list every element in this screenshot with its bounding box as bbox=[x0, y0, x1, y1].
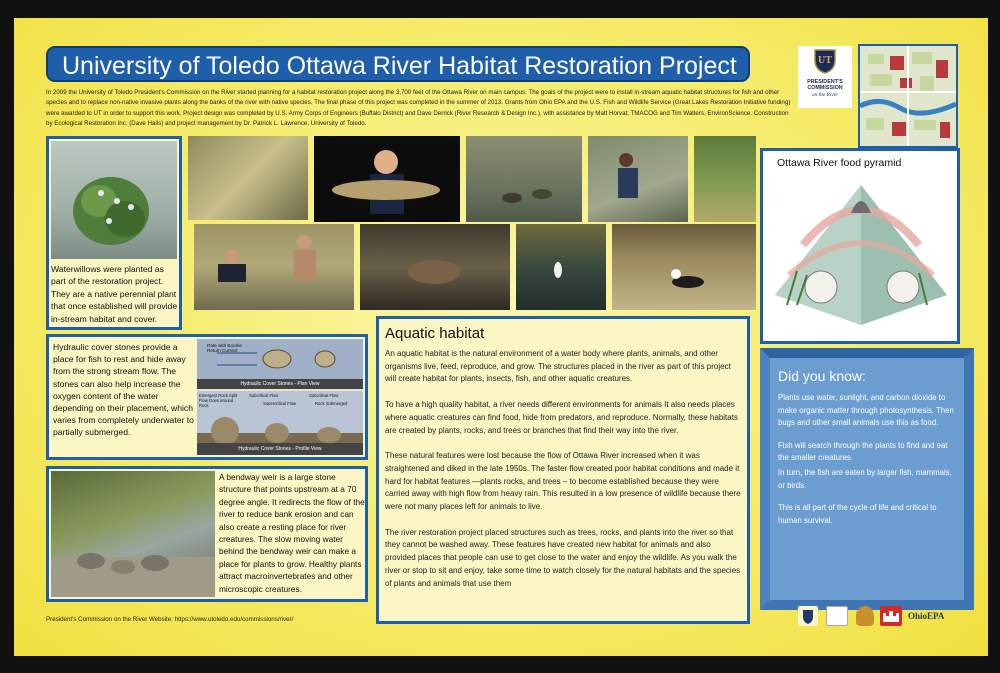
sponsor-logo-fws bbox=[826, 606, 848, 626]
presidents-commission-logo bbox=[798, 46, 852, 108]
egret-graphic bbox=[516, 224, 606, 310]
duck-graphic bbox=[466, 136, 582, 222]
logo-line-1: PRESIDENT'S bbox=[807, 79, 843, 85]
waterwillow-photo bbox=[51, 141, 177, 259]
waterwillow-panel bbox=[46, 136, 182, 330]
plan-label-top: Rate with Bourke Return Current bbox=[207, 343, 242, 353]
castle-icon bbox=[880, 606, 902, 626]
food-pyramid-panel bbox=[760, 148, 960, 344]
bendway-caption: A bendway weir is a large stone structure that points upstream at a 70 degree angle. It redirects the flow of the river to reduce bank erosion and can also create a resting place for river creatures. The slow moving water behind the bendway weir can make a place for plants to grow. Healthy plants attract macroinvertebrates and other microscopic creatures. bbox=[219, 472, 365, 594]
food-pyramid-graphic bbox=[767, 175, 955, 339]
bendway-weir-photo bbox=[51, 471, 215, 597]
hydraulic-stones-diagram bbox=[197, 339, 363, 455]
photo-student-with-fish bbox=[314, 136, 460, 222]
hydraulic-caption: Hydraulic cover stones provide a place for fish to rest and hide away from the strong stream flow. The stones can also help increase the oxygen content of the water depending on their placement, which varies from completely underwater to partially submerged. bbox=[53, 342, 194, 438]
aquatic-paragraph-1: An aquatic habitat is the natural environment of a water body where plants, animals, and other organisms live, feed, reproduce, and grow. The structures placed in the river as part of this project will create habitat for plants, insects, fish, and other aquatic creatures. bbox=[385, 349, 731, 384]
photo-student-crouching bbox=[588, 136, 688, 222]
sponsor-logo-usace-castle bbox=[880, 606, 902, 626]
did-you-know-panel bbox=[760, 348, 974, 610]
aquatic-heading: Aquatic habitat bbox=[385, 325, 485, 342]
food-pyramid-title: Ottawa River food pyramid bbox=[777, 157, 902, 169]
photo-riverbank bbox=[188, 136, 308, 220]
aquatic-paragraph-4: The river restoration project placed structures such as trees, rocks, and plants into the river so that they cannot be washed away. These features have created new habitat for animals and also provided places that people can use to get close to the water and enjoy the wildlife. As you walk the river or stop to sit and enjoy, take some time to watch closely for the natural habitats and the species of plants and animals that use them bbox=[385, 527, 741, 588]
aquatic-habitat-panel bbox=[376, 316, 750, 624]
sponsor-logo-army-corps-shield bbox=[798, 606, 818, 626]
poster bbox=[14, 18, 988, 656]
did-you-know-paragraph-1: Plants use water, sunlight, and carbon dioxide to make organic matter through photosynthesis. Then bugs and other small animals use this as food. bbox=[778, 393, 954, 428]
weir-graphic bbox=[51, 471, 215, 597]
profile-label-4: Subcritical Flow bbox=[309, 393, 339, 398]
plan-view-title: Hydraulic Cover Stones - Plan View bbox=[197, 379, 363, 389]
profile-label-1: Emergent Rock Split Flow Goes around Rock bbox=[199, 393, 238, 408]
hydraulic-stones-panel bbox=[46, 334, 368, 460]
person-graphic bbox=[588, 136, 688, 222]
profile-view-title: Hydraulic Cover Stones - Profile View bbox=[197, 443, 363, 455]
logo-line-3: on the River bbox=[811, 91, 839, 98]
photo-ducks bbox=[466, 136, 582, 222]
logo-initials: UT bbox=[818, 55, 832, 66]
photo-planting-crew bbox=[194, 224, 354, 310]
intro-text: In 2009 the University of Toledo President's Commission on the River started planning for a habitat restoration project along the 3,700 feet of the Ottawa River on main campus. The goals of the project were to install in-stream aquatic habitat structures for fish and other species and to replace non-native invasive plants along the banks of the river with native species. The final phase of this project was completed in the summer of 2013. Grants from Ohio EPA and the U.S. Fish and Wildlife Service (Great Lakes Restoration Initiative funding) were awarded to UT in order to support this work. Project design was completed by U.S. Army Corps of Engineers (Buffalo District) and Dave Derrick (River Research & Design Inc.), with assistance by Matt Horvat, TMACOG and Tim Walters, EnvironScience. Construction by Ecological Restoration Inc. (Dave Hails) and project management by Dr. Patrick L. Lawrence, University of Toledo. bbox=[46, 89, 791, 128]
waterwillow-caption: Waterwillows were planted as part of the restoration project. They are a native perennial plant that once established will provide in-stream habitat and cover. bbox=[51, 264, 178, 324]
plan-view-stones bbox=[197, 339, 363, 381]
bendway-weir-panel bbox=[46, 466, 368, 602]
campus-map bbox=[858, 44, 958, 148]
plant-graphic bbox=[51, 141, 177, 259]
profile-view-stones bbox=[197, 391, 363, 443]
crew-graphic bbox=[194, 224, 354, 310]
muskrat-graphic bbox=[360, 224, 510, 310]
did-you-know-heading: Did you know: bbox=[778, 368, 866, 384]
did-you-know-paragraph-3: In turn, the fish are eaten by larger fish, mammals, or birds. bbox=[778, 467, 952, 490]
shield-icon bbox=[798, 606, 818, 626]
profile-label-2: Subcritical Flow bbox=[249, 393, 279, 398]
campus-map-graphic bbox=[860, 46, 956, 146]
did-you-know-paragraph-2: Fish will search through the plants to find and eat the smaller creatures. bbox=[778, 440, 948, 463]
sponsor-logo-ohio-epa: OhioEPA bbox=[908, 611, 945, 621]
fish-graphic bbox=[314, 136, 460, 222]
profile-label-5: Rock Submerged bbox=[315, 401, 348, 406]
photo-egret bbox=[516, 224, 606, 310]
merganser-graphic bbox=[612, 224, 756, 310]
photo-merganser bbox=[612, 224, 756, 310]
website-link[interactable]: President's Commission on the River Website: https://www.utoledo.edu/commissions/river/ bbox=[46, 616, 294, 623]
photo-vegetation bbox=[694, 136, 756, 222]
photo-muskrat bbox=[360, 224, 510, 310]
did-you-know-paragraph-4: This is all part of the cycle of life and critical to human survival. bbox=[778, 503, 937, 525]
aquatic-paragraph-3: These natural features were lost because the flow of Ottawa River increased when it was straightened and diked in the late 1950s. The faster flow created poor habitat conditions and made it hard for habitat features —plants rocks, and trees – to become established because they were carried away with high flow from heavy rain. This resulted in a low presence of wildlife because there were not many places left for animals to live. bbox=[385, 451, 741, 512]
logo-line-2: COMMISSION bbox=[807, 85, 843, 92]
poster-title: University of Toledo Ottawa River Habitat Restoration Project bbox=[46, 46, 750, 82]
sponsor-logo-badge bbox=[856, 606, 874, 626]
aquatic-paragraph-2: To have a high quality habitat, a river needs different environments for animals It also needs places where aquatic creatures can find food, hide from predators, and reproduce. Normally, these habitats are created by plants, rocks, and trees or branches that find their way into the river. bbox=[385, 400, 738, 435]
profile-label-3: Supercritical Flow bbox=[263, 401, 297, 406]
